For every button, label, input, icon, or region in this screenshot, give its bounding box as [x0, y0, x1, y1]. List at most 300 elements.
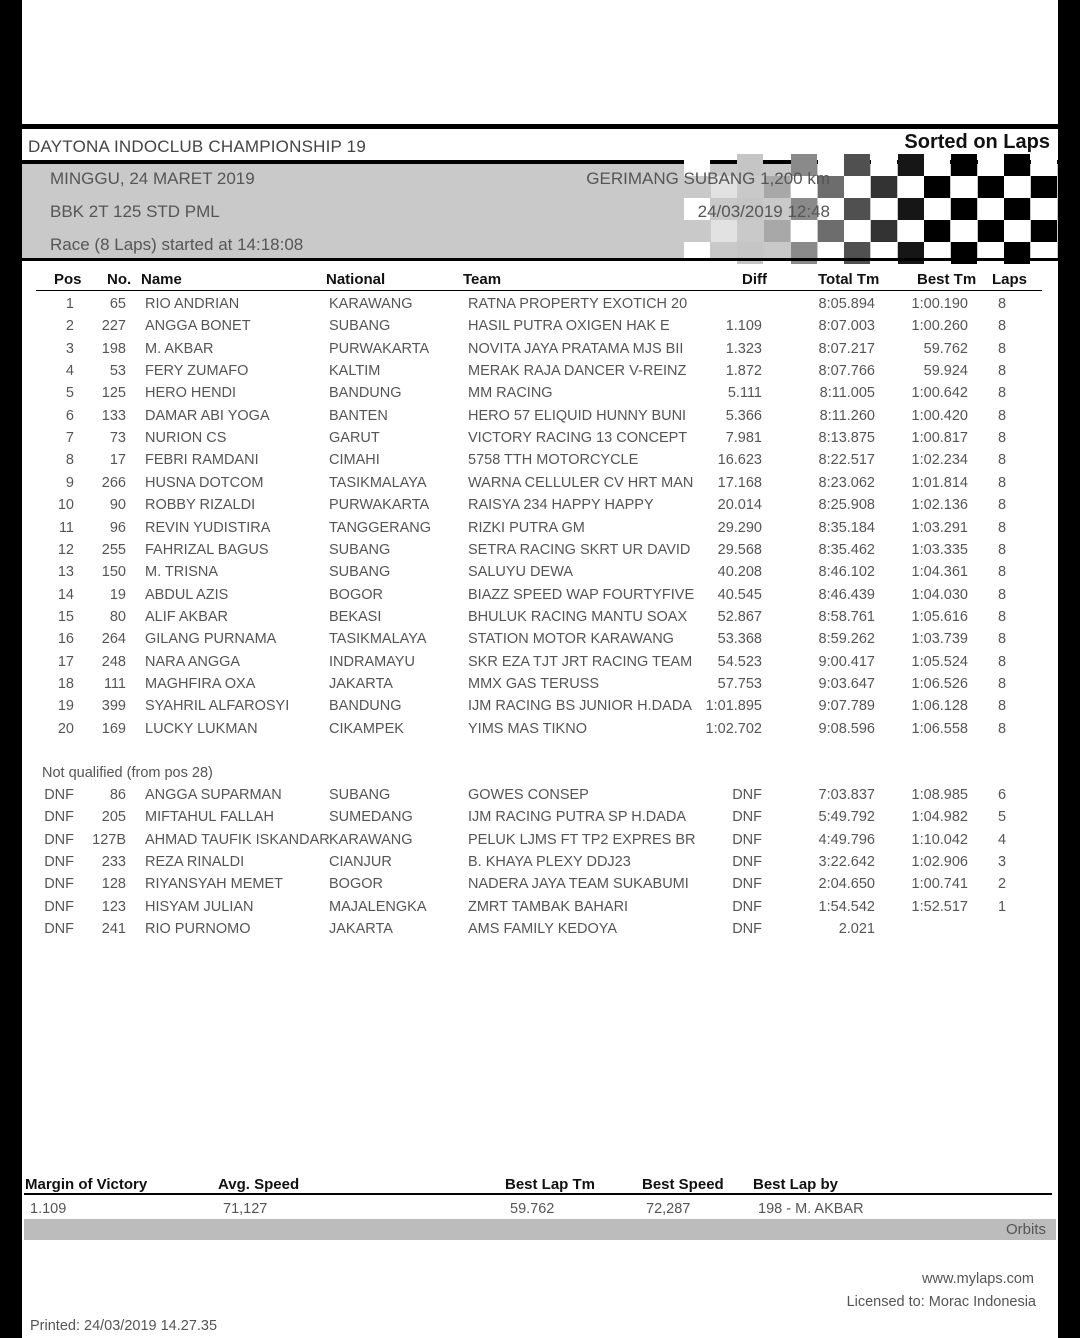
cell-pos: DNF: [44, 898, 74, 915]
cell-team: HASIL PUTRA OXIGEN HAK E: [468, 318, 670, 335]
cell-team: BHULUK RACING MANTU SOAX: [468, 608, 688, 625]
checker-square: [898, 154, 924, 176]
cell-diff: 29.568: [717, 541, 762, 558]
cell-diff: 1.323: [725, 340, 762, 357]
orbits-label: Orbits: [1005, 1221, 1046, 1238]
cell-diff: 1.872: [725, 363, 762, 380]
cell-no: 65: [109, 296, 126, 312]
cell-total: 8:05.894: [818, 296, 875, 312]
cell-laps: 8: [997, 385, 1007, 402]
cell-national: SUBANG: [329, 318, 391, 335]
cell-laps: 8: [997, 720, 1007, 737]
printed-timestamp: Printed: 24/03/2019 14.27.35: [30, 1318, 218, 1334]
cell-diff: DNF: [732, 898, 762, 915]
cell-total: 8:35.184: [818, 519, 875, 536]
cell-diff: 7.981: [725, 430, 762, 447]
cell-total: 8:07.003: [818, 318, 875, 335]
cell-diff: DNF: [732, 787, 762, 803]
cell-diff: DNF: [732, 854, 762, 871]
cell-national: TASIKMALAYA: [329, 474, 427, 491]
cell-national: BEKASI: [329, 608, 382, 625]
cell-pos: 16: [57, 631, 74, 648]
cell-best: 1:05.524: [911, 653, 968, 670]
cell-pos: 8: [65, 452, 74, 469]
cell-name: ABDUL AZIS: [145, 586, 229, 603]
cell-no: 53: [109, 363, 126, 380]
cell-name: NARA ANGGA: [145, 653, 241, 670]
cell-laps: 8: [997, 430, 1007, 447]
cell-laps: 8: [997, 653, 1007, 670]
cell-laps: 8: [997, 564, 1007, 581]
checker-square: [871, 154, 897, 176]
cell-team: VICTORY RACING 13 CONCEPT: [468, 430, 688, 447]
cell-national: GARUT: [329, 430, 380, 447]
cell-name: AHMAD TAUFIK ISKANDAR: [145, 831, 330, 848]
cell-team: YIMS MAS TIKNO: [468, 720, 587, 737]
cell-name: FERY ZUMAFO: [145, 363, 249, 380]
checker-square: [818, 220, 844, 242]
checker-square: [764, 220, 790, 242]
cell-best: 1:05.616: [911, 608, 968, 625]
cell-name: HERO HENDI: [145, 385, 237, 402]
cell-team: RIZKI PUTRA GM: [468, 519, 585, 536]
cell-name: ROBBY RIZALDI: [145, 497, 256, 514]
cell-name: RIYANSYAH MEMET: [145, 876, 284, 893]
cell-team: NADERA JAYA TEAM SUKABUMI: [468, 876, 689, 893]
col-header-best: Best Tm: [917, 271, 977, 288]
cell-diff: 40.208: [717, 564, 762, 581]
checker-square: [791, 220, 817, 242]
checker-square: [898, 220, 924, 242]
cell-no: 399: [101, 698, 126, 715]
checker-square: [898, 176, 924, 198]
cell-no: 233: [101, 854, 126, 871]
cell-best: 1:00.741: [911, 876, 968, 893]
cell-team: BIAZZ SPEED WAP FOURTYFIVE: [468, 586, 695, 603]
margin-value: 1.109: [30, 1201, 67, 1217]
cell-name: REVIN YUDISTIRA: [145, 519, 271, 536]
cell-no: 205: [101, 809, 126, 826]
cell-no: 248: [101, 653, 126, 670]
cell-national: SUMEDANG: [329, 809, 413, 826]
cell-team: GOWES CONSEP: [468, 787, 589, 803]
margin-label: Margin of Victory: [25, 1176, 148, 1193]
cell-no: 264: [101, 631, 126, 648]
cell-total: 8:59.262: [818, 631, 875, 648]
cell-team: IJM RACING BS JUNIOR H.DADA: [468, 698, 692, 715]
cell-pos: 6: [65, 407, 74, 424]
col-header-pos: Pos: [54, 271, 82, 288]
cell-national: TASIKMALAYA: [329, 631, 427, 648]
cell-total: 8:07.766: [818, 363, 875, 380]
cell-best: 1:02.906: [911, 854, 968, 871]
cell-best: 1:10.042: [911, 831, 968, 848]
cell-national: SUBANG: [329, 787, 391, 803]
cell-pos: 18: [57, 675, 74, 692]
cell-team: B. KHAYA PLEXY DDJ23: [468, 854, 631, 871]
cell-national: KALTIM: [329, 363, 381, 380]
checker-square: [871, 198, 897, 220]
cell-laps: 5: [997, 809, 1007, 826]
cell-best: 1:06.128: [911, 698, 968, 715]
cell-total: 8:46.102: [818, 564, 875, 581]
cell-team: IJM RACING PUTRA SP H.DADA: [468, 809, 687, 826]
licensed-to: Licensed to: Morac Indonesia: [846, 1294, 1036, 1310]
cell-name: FEBRI RAMDANI: [145, 452, 259, 469]
cell-team: MMX GAS TERUSS: [468, 675, 600, 692]
cell-name: ANGGA SUPARMAN: [145, 787, 282, 803]
orbits-bar: [24, 1219, 1056, 1240]
cell-diff: 1:01.895: [705, 698, 762, 715]
cell-diff: 40.545: [717, 586, 762, 603]
cell-team: SKR EZA TJT JRT RACING TEAM: [468, 653, 693, 670]
cell-best: 1:52.517: [911, 898, 968, 915]
cell-name: HISYAM JULIAN: [145, 898, 254, 915]
cell-total: 3:22.642: [818, 854, 875, 871]
checker-square: [924, 220, 950, 242]
cell-best: 1:00.190: [911, 296, 968, 312]
checker-square: [951, 220, 977, 242]
cell-name: ALIF AKBAR: [145, 608, 229, 625]
cell-pos: 12: [57, 541, 74, 558]
checker-square: [978, 154, 1004, 176]
cell-diff: 5.111: [727, 385, 762, 402]
cell-total: 8:11.005: [819, 385, 875, 402]
cell-best: 1:03.291: [911, 519, 968, 536]
cell-national: BANTEN: [329, 407, 388, 424]
cell-laps: 6: [997, 787, 1007, 803]
cell-diff: 52.867: [717, 608, 762, 625]
cell-laps: 2: [997, 876, 1007, 893]
cell-no: 96: [109, 519, 126, 536]
cell-no: 227: [101, 318, 126, 335]
col-header-diff: Diff: [742, 271, 767, 288]
cell-pos: 11: [58, 519, 74, 536]
cell-diff: 54.523: [717, 653, 762, 670]
cell-national: INDRAMAYU: [329, 653, 415, 670]
best-speed-label: Best Speed: [642, 1176, 724, 1193]
checker-square: [924, 176, 950, 198]
cell-no: 111: [103, 675, 126, 692]
cell-laps: 8: [997, 631, 1007, 648]
cell-best: 59.762: [923, 340, 968, 357]
cell-best: 59.924: [923, 363, 968, 380]
sort-label: Sorted on Laps: [904, 131, 1050, 153]
cell-diff: 29.290: [717, 519, 762, 536]
checker-square: [924, 154, 950, 176]
cell-pos: 4: [65, 363, 74, 380]
avg-speed-value: 71,127: [223, 1201, 268, 1217]
cell-diff: 17.168: [717, 474, 762, 491]
cell-no: 125: [101, 385, 126, 402]
checker-square: [1004, 154, 1030, 176]
cell-name: M. TRISNA: [145, 564, 219, 581]
col-header-national: National: [326, 271, 386, 288]
cell-total: 8:25.908: [818, 497, 875, 514]
checker-square: [951, 176, 977, 198]
cell-name: DAMAR ABI YOGA: [145, 407, 270, 424]
cell-total: 9:00.417: [818, 653, 875, 670]
cell-pos: 17: [57, 653, 74, 670]
cell-diff: DNF: [732, 809, 762, 826]
cell-national: SUBANG: [329, 541, 391, 558]
cell-total: 8:13.875: [818, 430, 875, 447]
cell-team: STATION MOTOR KARAWANG: [468, 631, 674, 648]
checker-square: [1031, 220, 1057, 242]
cell-pos: 3: [65, 340, 74, 357]
cell-no: 90: [109, 497, 126, 514]
cell-diff: 16.623: [717, 452, 762, 469]
cell-diff: 57.753: [717, 675, 762, 692]
cell-national: PURWAKARTA: [329, 340, 430, 357]
cell-total: 8:35.462: [818, 541, 875, 558]
cell-name: FAHRIZAL BAGUS: [145, 541, 269, 558]
cell-pos: DNF: [44, 787, 74, 803]
best-lap-by-value: 198 - M. AKBAR: [758, 1201, 864, 1217]
cell-name: REZA RINALDI: [145, 854, 245, 871]
cell-no: 266: [101, 474, 126, 491]
cell-no: 128: [101, 876, 126, 893]
checker-square: [898, 198, 924, 220]
cell-diff: 53.368: [717, 631, 762, 648]
event-title: DAYTONA INDOCLUB CHAMPIONSHIP 19: [28, 137, 366, 156]
cell-best: 1:02.234: [911, 452, 968, 469]
checker-square: [711, 220, 737, 242]
cell-laps: 8: [997, 497, 1007, 514]
cell-national: BOGOR: [329, 586, 383, 603]
cell-best: 1:00.260: [911, 318, 968, 335]
cell-laps: 8: [997, 541, 1007, 558]
cell-best: 1:08.985: [911, 787, 968, 803]
cell-national: BOGOR: [329, 876, 383, 893]
cell-team: AMS FAMILY KEDOYA: [468, 921, 618, 938]
cell-no: 80: [109, 608, 126, 625]
cell-laps: 8: [997, 318, 1007, 335]
cell-total: 8:11.260: [819, 407, 875, 424]
cell-no: 198: [101, 340, 126, 357]
cell-national: JAKARTA: [329, 921, 393, 938]
cell-pos: 2: [65, 318, 74, 335]
checker-square: [684, 220, 710, 242]
checker-square: [844, 220, 870, 242]
cell-laps: 8: [997, 675, 1007, 692]
cell-national: KARAWANG: [329, 296, 413, 312]
cell-diff: 5.366: [725, 407, 762, 424]
cell-pos: 13: [57, 564, 74, 581]
cell-laps: 8: [997, 296, 1007, 312]
cell-national: KARAWANG: [329, 831, 413, 848]
cell-national: TANGGERANG: [329, 519, 432, 536]
cell-best: 1:03.739: [911, 631, 968, 648]
cell-name: MAGHFIRA OXA: [145, 675, 256, 692]
cell-best: 1:04.030: [911, 586, 968, 603]
col-header-laps: Laps: [992, 271, 1028, 288]
cell-best: 1:01.814: [911, 474, 968, 491]
race-info-panel: [22, 164, 1058, 258]
class-name: BBK 2T 125 STD PML: [50, 202, 220, 221]
cell-total: 4:49.796: [818, 831, 875, 848]
cell-name: MIFTAHUL FALLAH: [145, 809, 274, 826]
cell-total: 8:22.517: [818, 452, 875, 469]
cell-name: GILANG PURNAMA: [145, 631, 277, 648]
cell-laps: 8: [997, 363, 1007, 380]
cell-best: 1:04.982: [911, 809, 968, 826]
cell-name: HUSNA DOTCOM: [145, 474, 264, 491]
header-rule: [36, 290, 1042, 291]
col-header-team: Team: [463, 271, 502, 288]
cell-name: RIO ANDRIAN: [145, 296, 240, 312]
cell-pos: DNF: [44, 921, 74, 938]
cell-total: 2:04.650: [818, 876, 875, 893]
cell-national: CIKAMPEK: [329, 720, 404, 737]
checker-square: [978, 220, 1004, 242]
avg-speed-label: Avg. Speed: [218, 1176, 300, 1193]
checker-square: [1004, 176, 1030, 198]
cell-team: 5758 TTH MOTORCYCLE: [468, 452, 639, 469]
cell-total: 8:07.217: [818, 340, 875, 357]
cell-national: BANDUNG: [329, 698, 402, 715]
cell-no: 19: [109, 586, 126, 603]
cell-laps: 8: [997, 586, 1007, 603]
cell-diff: DNF: [732, 876, 762, 893]
cell-team: MM RACING: [468, 385, 553, 402]
cell-team: RAISYA 234 HAPPY HAPPY: [468, 497, 654, 514]
cell-no: 17: [109, 452, 126, 469]
not-qualified-title: Not qualified (from pos 28): [42, 765, 213, 781]
cell-national: BANDUNG: [329, 385, 402, 402]
cell-laps: 8: [997, 340, 1007, 357]
cell-best: 1:03.335: [911, 541, 968, 558]
cell-team: WARNA CELLULER CV HRT MAN: [468, 474, 694, 491]
cell-pos: 20: [57, 720, 74, 737]
cell-best: 1:06.558: [911, 720, 968, 737]
cell-best: 1:00.420: [911, 407, 968, 424]
checker-square: [871, 176, 897, 198]
cell-pos: 1: [65, 296, 74, 312]
cell-diff: 1:02.702: [705, 720, 762, 737]
cell-pos: 19: [57, 698, 74, 715]
race-date: MINGGU, 24 MARET 2019: [50, 169, 255, 188]
cell-laps: 8: [997, 698, 1007, 715]
report-timestamp: 24/03/2019 12:48: [697, 202, 830, 221]
checker-square: [924, 198, 950, 220]
cell-pos: 14: [57, 586, 74, 603]
cell-name: RIO PURNOMO: [145, 921, 251, 938]
checker-square: [1031, 176, 1057, 198]
cell-diff: DNF: [732, 921, 762, 938]
cell-no: 150: [101, 564, 126, 581]
cell-no: 241: [101, 921, 126, 938]
cell-total: 9:08.596: [818, 720, 875, 737]
cell-team: HERO 57 ELIQUID HUNNY BUNI: [468, 407, 687, 424]
footer-rule: [24, 1193, 1052, 1195]
cell-total: 9:07.789: [818, 698, 875, 715]
cell-name: LUCKY LUKMAN: [145, 720, 258, 737]
cell-total: 5:49.792: [818, 809, 875, 826]
cell-team: MERAK RAJA DANCER V-REINZ: [468, 363, 687, 380]
cell-pos: DNF: [44, 831, 74, 848]
checker-square: [1031, 154, 1057, 176]
circuit-name: GERIMANG SUBANG 1,200 km: [586, 169, 830, 188]
cell-team: RATNA PROPERTY EXOTICH 20: [468, 296, 688, 312]
cell-no: 73: [109, 430, 126, 447]
cell-laps: 8: [997, 519, 1007, 536]
checker-square: [871, 220, 897, 242]
cell-diff: DNF: [732, 831, 762, 848]
cell-laps: 8: [997, 608, 1007, 625]
cell-no: 169: [101, 720, 126, 737]
checker-square: [951, 198, 977, 220]
cell-total: 9:03.647: [818, 675, 875, 692]
cell-team: ZMRT TAMBAK BAHARI: [468, 898, 629, 915]
cell-total: 8:58.761: [818, 608, 875, 625]
cell-laps: 8: [997, 452, 1007, 469]
cell-national: JAKARTA: [329, 675, 393, 692]
cell-team: SETRA RACING SKRT UR DAVID: [468, 541, 691, 558]
cell-no: 255: [101, 541, 126, 558]
cell-pos: 5: [65, 385, 74, 402]
checker-square: [844, 176, 870, 198]
col-header-no: No.: [107, 271, 132, 288]
checker-square: [978, 198, 1004, 220]
cell-best: 1:00.642: [911, 385, 968, 402]
cell-national: CIMAHI: [329, 452, 380, 469]
cell-team: NOVITA JAYA PRATAMA MJS BII: [468, 340, 684, 357]
best-speed-value: 72,287: [646, 1201, 691, 1217]
checker-square: [737, 220, 763, 242]
cell-name: SYAHRIL ALFAROSYI: [145, 698, 290, 715]
cell-no: 123: [101, 898, 126, 915]
cell-pos: DNF: [44, 809, 74, 826]
cell-total: 7:03.837: [818, 787, 875, 803]
cell-best: 1:02.136: [911, 497, 968, 514]
cell-name: NURION CS: [145, 430, 227, 447]
cell-total: 2.021: [838, 921, 875, 938]
cell-laps: 4: [997, 831, 1007, 848]
cell-diff: 1.109: [725, 318, 762, 335]
cell-best: 1:00.817: [911, 430, 968, 447]
cell-national: PURWAKARTA: [329, 497, 430, 514]
cell-team: PELUK LJMS FT TP2 EXPRES BR: [468, 831, 696, 848]
cell-laps: 1: [997, 898, 1007, 915]
checker-square: [1031, 198, 1057, 220]
checker-square: [1004, 198, 1030, 220]
cell-total: 8:23.062: [818, 474, 875, 491]
cell-no: 133: [101, 407, 126, 424]
cell-national: CIANJUR: [329, 854, 392, 871]
col-header-name: Name: [141, 271, 182, 288]
cell-national: SUBANG: [329, 564, 391, 581]
cell-total: 1:54.542: [818, 898, 875, 915]
cell-pos: DNF: [44, 876, 74, 893]
info-rule: [22, 258, 1058, 261]
cell-pos: 9: [65, 474, 74, 491]
checker-square: [951, 154, 977, 176]
cell-diff: 20.014: [717, 497, 762, 514]
cell-no: 127B: [92, 831, 126, 848]
cell-pos: 10: [57, 497, 74, 514]
cell-no: 86: [109, 787, 126, 803]
cell-pos: DNF: [44, 854, 74, 871]
checker-square: [1004, 220, 1030, 242]
cell-laps: 8: [997, 407, 1007, 424]
cell-name: M. AKBAR: [145, 340, 214, 357]
website-link[interactable]: www.mylaps.com: [922, 1271, 1034, 1287]
best-lap-label: Best Lap Tm: [505, 1176, 596, 1193]
checker-square: [844, 198, 870, 220]
cell-total: 8:46.439: [818, 586, 875, 603]
cell-name: ANGGA BONET: [145, 318, 251, 335]
